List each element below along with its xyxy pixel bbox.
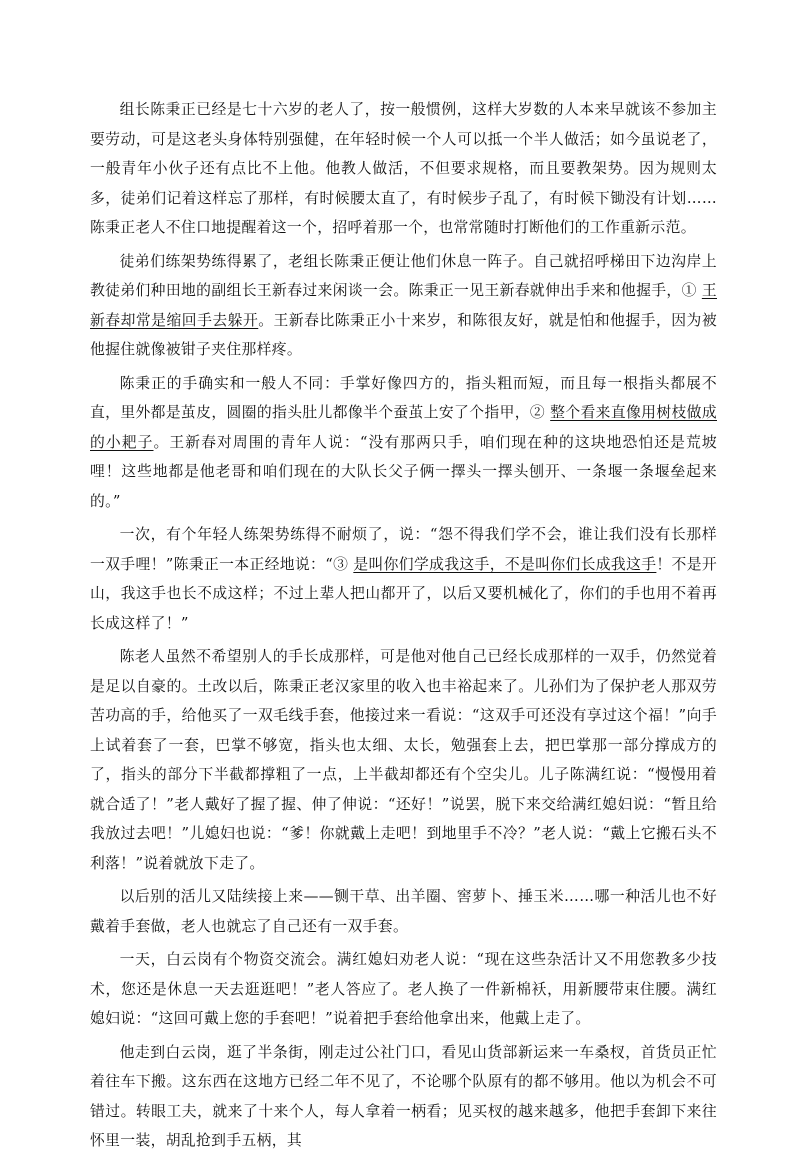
paragraph <box>90 882 717 941</box>
paragraph-text: 。王新春比陈秉正小十来岁，和陈很友好，就是怕和他握手，因为被他握住就像被钳子夹住那样疼。 <box>90 311 717 358</box>
underlined-phrase: 是叫你们学成我这手，不是叫你们长成我这手 <box>353 555 657 573</box>
document-body <box>90 95 717 1160</box>
paragraph-text: 陈老人虽然不希望别人的手长成那样，可是他对他自己已经长成那样的一双手，仍然觉着是足以自豪的。土改以后，陈秉正老汉家里的收入也丰裕起来了。儿孙们为了保护老人那双劳苦功高的手，给他买了一双毛线手套，他接过来一看说：“这双手可还没有享过这个福！”向手上试着套了一套，巴掌不够宽，指头也太细、太长，勉强套上去，把巴掌那一部分撑成方的了，指头的部分下半截都撑粗了一点，上半截却都还有个空尖儿。儿子陈满红说：“慢慢用着就合适了！”老人戴好了握了握、伸了伸说：“还好！”说罢，脱下来交给满红媳妇说：“暂且给我放过去吧！”儿媳妇也说：“爹！你就戴上走吧！到地里手不冷？”老人说：“戴上它搬石头不利落！”说着就放下走了。 <box>90 648 717 872</box>
paragraph <box>90 642 717 878</box>
paragraph-text: 一次，有个年轻人练架势练得不耐烦了，说：“怨不得我们学不会，谁让我们没有长那样一双手哩！”陈秉正一本正经地说：“③ <box>90 526 717 573</box>
paragraph <box>90 1038 717 1156</box>
paragraph <box>90 95 717 243</box>
paragraph-text: 他走到白云岗，逛了半条街，刚走过公社门口，看见山货部新运来一车桑杈，首货员正忙着往车下搬。这东西在这地方已经二年不见了，不论哪个队原有的都不够用。他以为机会不可错过。转眼工夫，就来了十来个人，每人拿着一柄看；见买杈的越来越多，他把手套卸下来往怀里一装，胡乱抢到手五柄，其 <box>90 1043 717 1149</box>
paragraph-text: 徒弟们练架势练得累了，老组长陈秉正便让他们休息一阵子。自己就招呼梯田下边沟岸上教徒弟们种田地的副组长王新春过来闲谈一会。陈秉正一见王新春就伸出手来和他握手，① <box>90 252 717 299</box>
paragraph-text: 组长陈秉正已经是七十六岁的老人了，按一般惯例，这样大岁数的人本来早就该不参加主要劳动，可是这老头身体特别强健，在年轻时候一个人可以抵一个半人做活；如今虽说老了，一般青年小伙子还有点比不上他。他教人做活，不但要求规格，而且要教架势。因为规则太多，徒弟们记着这样忘了那样，有时候腰太直了，有时候步子乱了，有时候下锄没有计划……陈秉正老人不住口地提醒着这一个，招呼着那一个，也常常随时打断他们的工作重新示范。 <box>90 101 717 236</box>
paragraph-text: 陈秉正的手确实和一般人不同：手掌好像四方的，指头粗而短，而且每一根指头都展不直，里外都是茧皮，圆圈的指头肚儿都像半个蚕茧上安了个指甲，② <box>90 374 717 421</box>
paragraph <box>90 520 717 638</box>
underlined-phrase: 王新春却常是缩回手去躲开 <box>90 282 717 329</box>
paragraph-text: ！不是开山，我这手也长不成这样；不过上辈人把山都开了，以后又要机械化了，你们的手也用不着再长成这样了！” <box>90 555 717 632</box>
paragraph-text: 一天，白云岗有个物资交流会。满红媳妇劝老人说：“现在这些杂活计又不用您教多少技术，您还是休息一天去逛逛吧！”老人答应了。老人换了一件新棉袄，用新腰带束住腰。满红媳妇说：“这回可戴上您的手套吧！”说着把手套给他拿出来，他戴上走了。 <box>90 951 717 1027</box>
paragraph <box>90 369 717 517</box>
paragraph <box>90 945 717 1034</box>
paragraph <box>90 247 717 365</box>
underlined-phrase: 整个看来直像用树枝做成的小耙子 <box>90 404 717 451</box>
paragraph-text: 。王新春对周围的青年人说：“没有那两只手，咱们现在种的这块地恐怕还是荒坡哩！这些地都是他老哥和咱们现在的大队长父子俩一擇头一擇头刨开、一条堰一条堰垒起来的。” <box>90 433 717 510</box>
paragraph-text: 以后别的活儿又陆续接上来——铡干草、出羊圈、窖萝卜、捶玉米……哪一种活儿也不好戴着手套做，老人也就忘了自己还有一双手套。 <box>90 888 717 935</box>
